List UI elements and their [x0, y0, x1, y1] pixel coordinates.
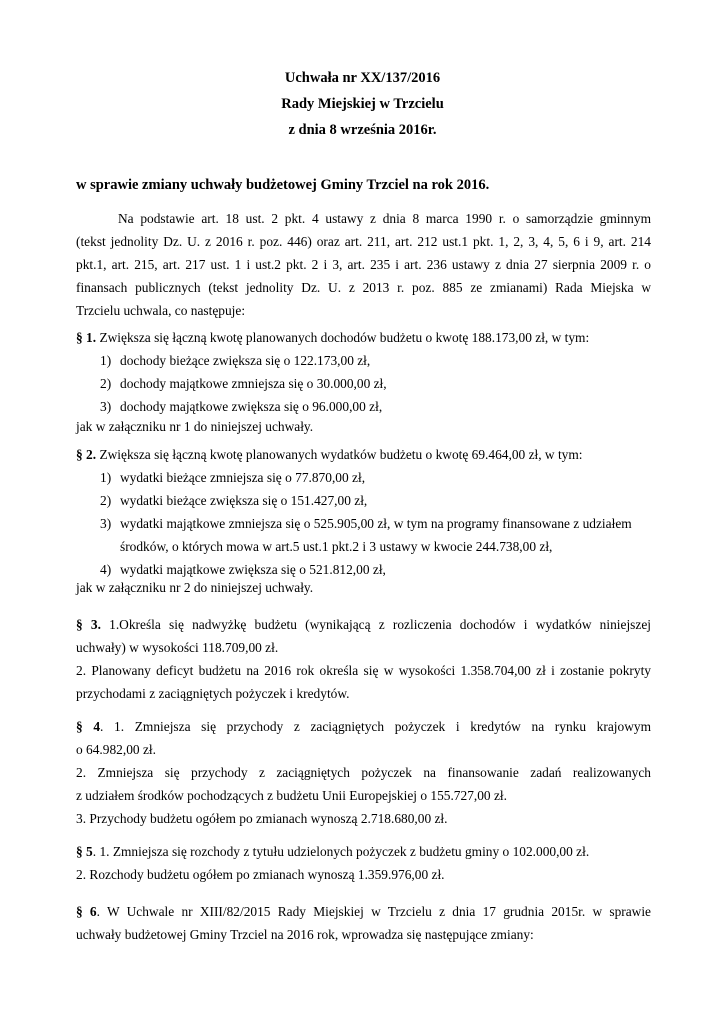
intro-line-5: Trzcielu uchwala, co następuje: — [76, 303, 246, 318]
paragraph-2-mark: § 2. — [76, 447, 97, 462]
paragraph-4-line-4: z udziałem środków pochodzących z budżetu Unii Europejskiej o 155.727,00 zł. — [76, 788, 507, 803]
list-item: 3) dochody majątkowe zwiększa się o 96.000,00 zł, — [100, 399, 383, 414]
intro-line-4: finansach publicznych (tekst jednolity Dz. U. z 2013 r. poz. 885 ze zmianami) Rada Miejska w — [76, 280, 651, 295]
paragraph-2-text: Zwiększa się łączną kwotę planowanych wydatków budżetu o kwotę 69.464,00 zł, w tym: — [96, 447, 583, 462]
paragraph-2-footer: jak w załączniku nr 2 do niniejszej uchwały. — [76, 580, 314, 595]
intro-line-3: pkt.1, art. 215, art. 217 ust. 1 i ust.2 pkt. 2 i 3, art. 235 i art. 236 ustawy z dnia 27 sierpnia 2009 r. o — [76, 257, 651, 272]
paragraph-3-line-1: § 3. 1.Określa się nadwyżkę budżetu (wynikającą z rozliczenia dochodów i wydatków niniejszej — [76, 617, 651, 632]
paragraph-6-line-1: § 6. W Uchwale nr XIII/82/2015 Rady Miejskiej w Trzcielu z dnia 17 grudnia 2015r. w sprawie — [76, 904, 651, 919]
resolution-date: z dnia 8 września 2016r. — [288, 122, 437, 138]
paragraph-4-line-1: § 4. 1. Zmniejsza się przychody z zaciągniętych pożyczek i kredytów na rynku krajowym — [76, 719, 651, 734]
paragraph-6-line-2: uchwały budżetowej Gminy Trzciel na 2016 rok, wprowadza się następujące zmiany: — [76, 927, 534, 942]
paragraph-3-line-3: 2. Planowany deficyt budżetu na 2016 rok określa się w wysokości 1.358.704,00 zł i zostanie pokryty — [76, 663, 651, 678]
paragraph-2 — [76, 447, 651, 463]
paragraph-4-line-3: 2. Zmniejsza się przychody z zaciągniętych pożyczek na finansowanie zadań realizowanych — [76, 765, 651, 780]
list-item: 1) wydatki bieżące zmniejsza się o 77.870,00 zł, — [100, 470, 366, 485]
paragraph-1-text: Zwiększa się łączną kwotę planowanych dochodów budżetu o kwotę 188.173,00 zł, w tym: — [96, 330, 590, 345]
paragraph-3-line-2: uchwały) w wysokości 118.709,00 zł. — [76, 640, 279, 655]
list-item: 2) dochody majątkowe zmniejsza się o 30.000,00 zł, — [100, 376, 387, 391]
resolution-subject: w sprawie zmiany uchwały budżetowej Gminy Trzciel na rok 2016. — [76, 177, 490, 193]
intro-line-1: Na podstawie art. 18 ust. 2 pkt. 4 ustawy z dnia 8 marca 1990 r. o samorządzie gminnym — [118, 211, 651, 226]
council-name: Rady Miejskiej w Trzcielu — [281, 96, 444, 112]
paragraph-4-line-5: 3. Przychody budżetu ogółem po zmianach wynoszą 2.718.680,00 zł. — [76, 811, 448, 826]
list-item: 4) wydatki majątkowe zwiększa się o 521.812,00 zł, — [100, 562, 386, 577]
paragraph-5-line-1: § 5. 1. Zmniejsza się rozchody z tytułu udzielonych pożyczek z budżetu gminy o 102.000,00 zł. — [76, 844, 590, 859]
list-item: 1) dochody bieżące zwiększa się o 122.173,00 zł, — [100, 353, 371, 368]
list-item-continuation: środków, o których mowa w art.5 ust.1 pkt.2 i 3 ustawy w kwocie 244.738,00 zł, — [120, 539, 553, 554]
resolution-number: Uchwała nr XX/137/2016 — [284, 70, 441, 86]
paragraph-4-line-2: o 64.982,00 zł. — [76, 742, 156, 757]
paragraph-3-line-4: przychodami z zaciągniętych pożyczek i kredytów. — [76, 686, 350, 701]
paragraph-1-mark: § 1. — [76, 330, 97, 345]
paragraph-1-footer: jak w załączniku nr 1 do niniejszej uchwały. — [76, 419, 314, 434]
intro-line-2: (tekst jednolity Dz. U. z 2016 r. poz. 446) oraz art. 211, art. 212 ust.1 pkt. 1, 2, 3, 4, 5, 6 i 9, art. 214 — [76, 234, 651, 249]
paragraph-1 — [76, 330, 651, 346]
list-item: 2) wydatki bieżące zwiększa się o 151.427,00 zł, — [100, 493, 368, 508]
list-item: 3) wydatki majątkowe zmniejsza się o 525.905,00 zł, w tym na programy finansowane z udziałem — [100, 516, 632, 531]
paragraph-5-line-2: 2. Rozchody budżetu ogółem po zmianach wynoszą 1.359.976,00 zł. — [76, 867, 445, 882]
